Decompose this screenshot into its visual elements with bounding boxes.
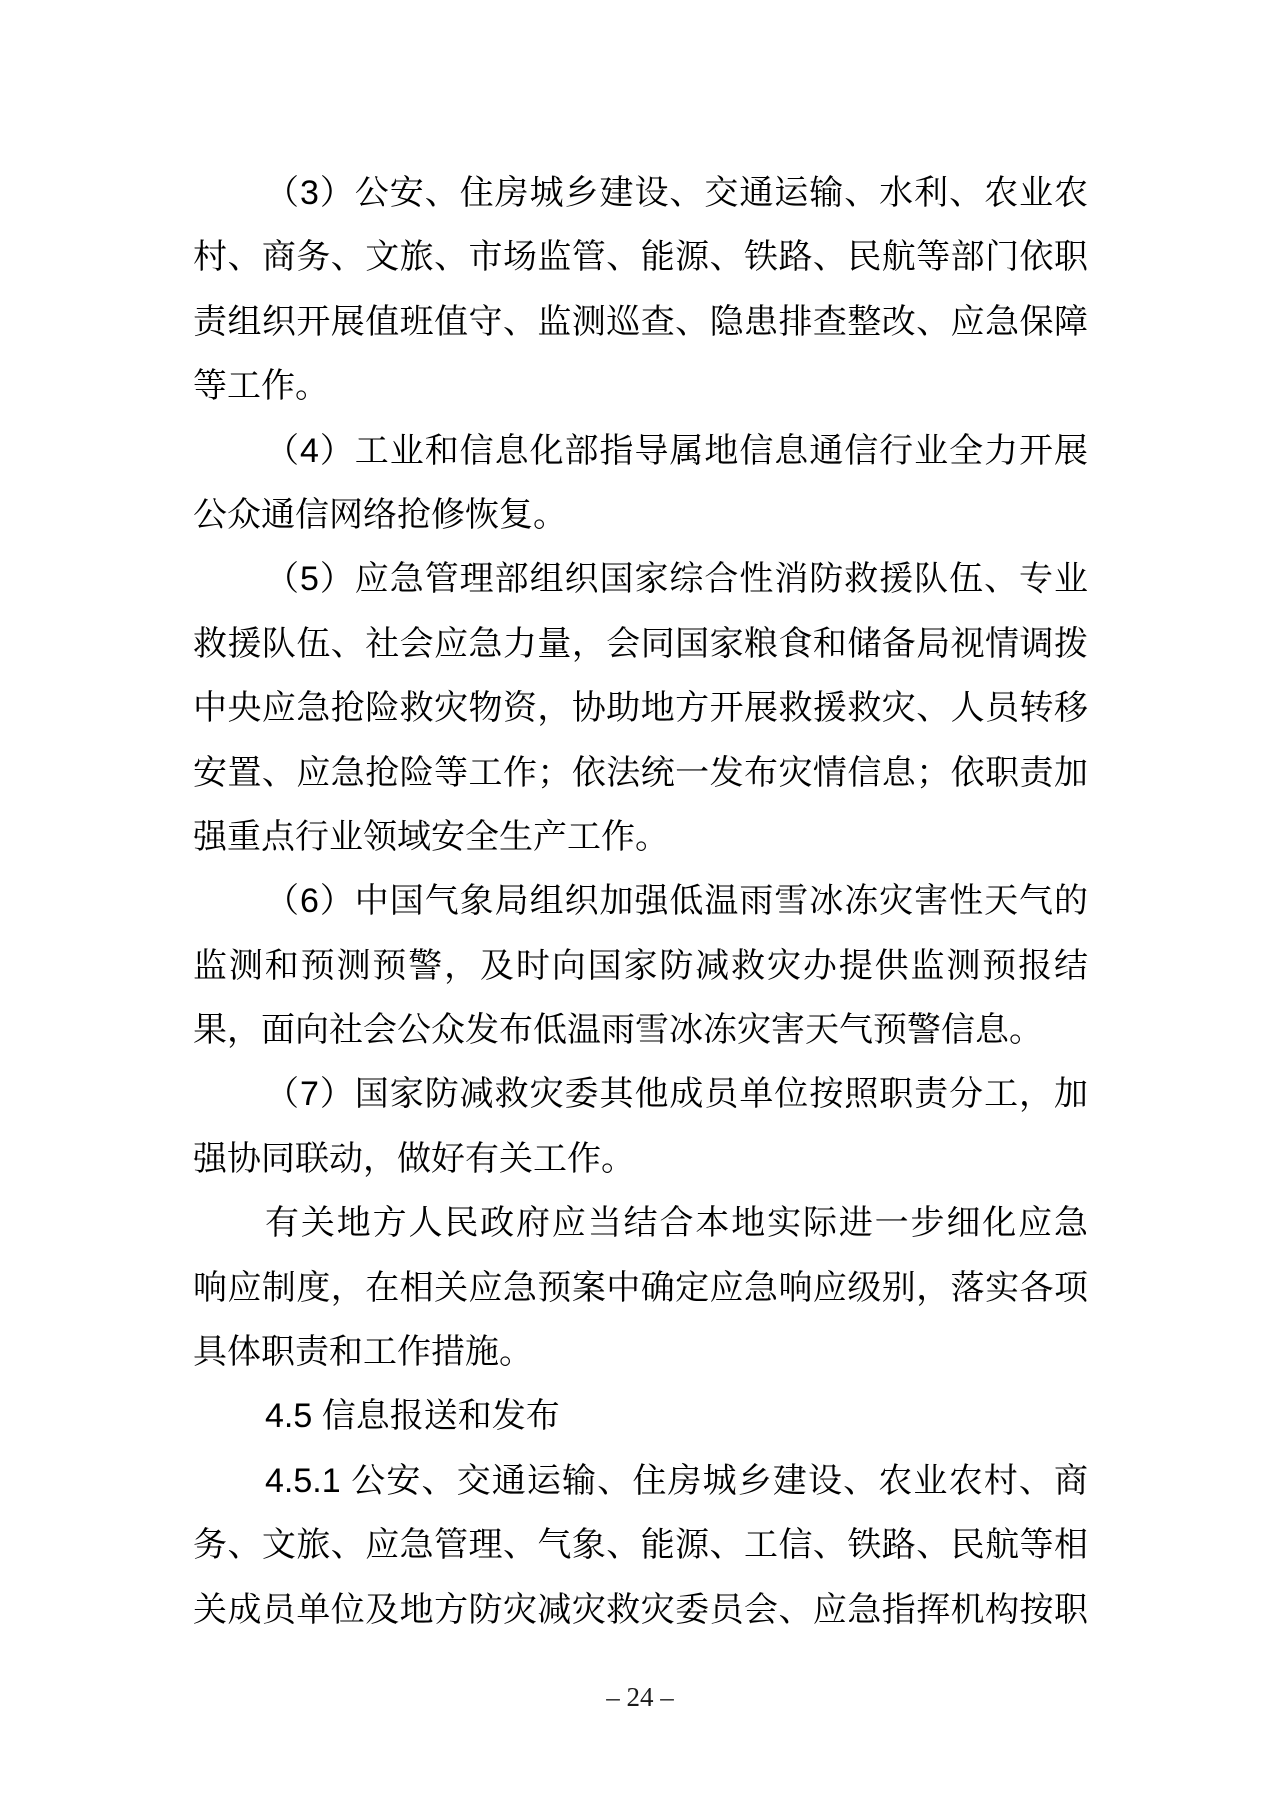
doc-line: 公众通信网络抢修恢复。 (193, 495, 567, 534)
doc-line: （3）公安、住房城乡建设、交通运输、水利、农业农 (265, 174, 1088, 212)
doc-line: 责组织开展值班值守、监测巡查、隐患排查整改、应急保障 (193, 302, 1088, 341)
doc-line: （5）应急管理部组织国家综合性消防救援队伍、专业 (265, 560, 1088, 599)
doc-line: 强协同联动，做好有关工作。 (193, 1139, 635, 1178)
doc-line: 有关地方人民政府应当结合本地实际进一步细化应急 (265, 1204, 1088, 1243)
doc-line: 关成员单位及地方防灾减灾救灾委员会、应急指挥机构按职 (193, 1590, 1088, 1629)
doc-line: 务、文旅、应急管理、气象、能源、工信、铁路、民航等相 (193, 1526, 1088, 1565)
doc-line: 强重点行业领域安全生产工作。 (193, 817, 669, 856)
doc-line: （4）工业和信息化部指导属地信息通信行业全力开展 (265, 431, 1088, 470)
doc-line: 响应制度，在相关应急预案中确定应急响应级别，落实各项 (193, 1268, 1088, 1307)
doc-line: 4.5.1 公安、交通运输、住房城乡建设、农业农村、商 (265, 1461, 1088, 1500)
doc-line: 果，面向社会公众发布低温雨雪冰冻灾害天气预警信息。 (193, 1011, 1043, 1050)
doc-line: （7）国家防减救灾委其他成员单位按照职责分工，加 (265, 1075, 1088, 1114)
page-footer (0, 1682, 1280, 1713)
doc-line: 中央应急抢险救灾物资，协助地方开展救援救灾、人员转移 (193, 689, 1088, 728)
doc-line: （6）中国气象局组织加强低温雨雪冰冻灾害性天气的 (265, 882, 1088, 921)
doc-line: 村、商务、文旅、市场监管、能源、铁路、民航等部门依职 (193, 238, 1088, 277)
doc-line: 等工作。 (193, 367, 329, 406)
page-number: – 24 – (606, 1682, 674, 1712)
text-block (193, 161, 1088, 1642)
doc-line: 安置、应急抢险等工作；依法统一发布灾情信息；依职责加 (193, 753, 1088, 792)
doc-line: 救援队伍、社会应急力量，会同国家粮食和储备局视情调拨 (193, 624, 1088, 663)
section-heading: 4.5 信息报送和发布 (265, 1397, 560, 1436)
doc-line: 监测和预测预警，及时向国家防减救灾办提供监测预报结 (193, 946, 1088, 985)
doc-line: 具体职责和工作措施。 (193, 1333, 533, 1372)
